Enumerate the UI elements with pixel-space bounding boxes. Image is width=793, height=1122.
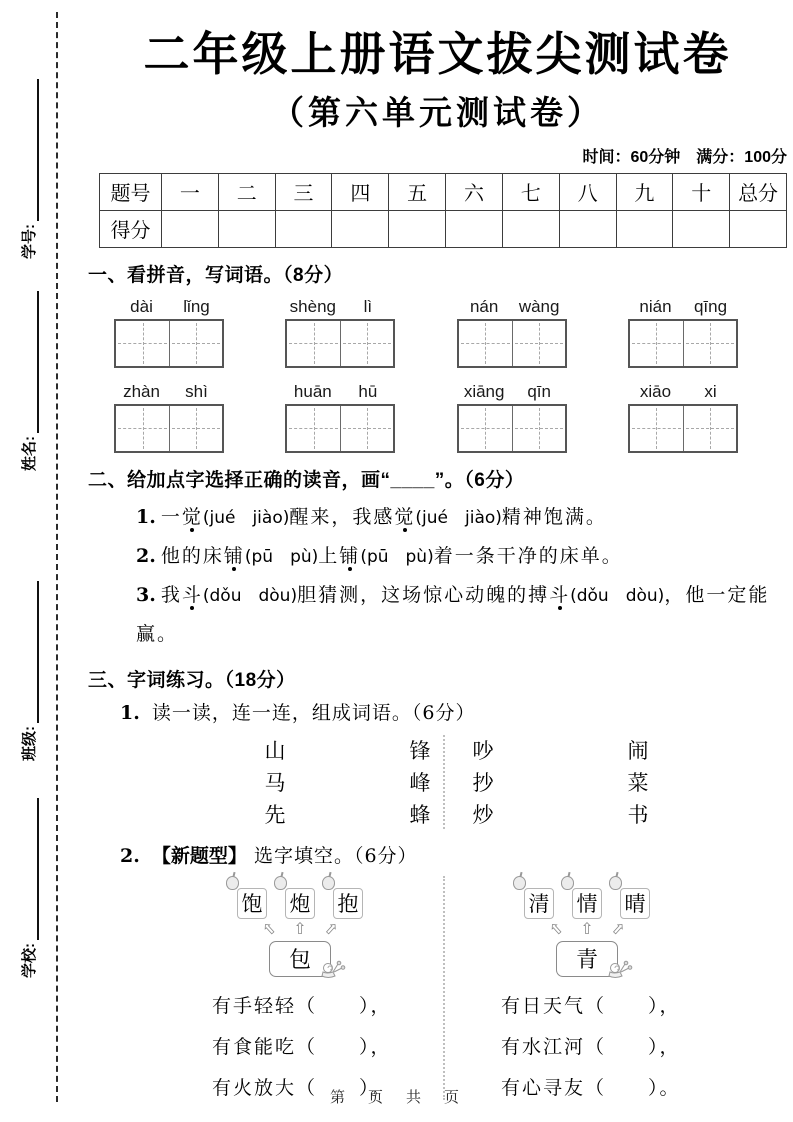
sidebar-field-label: 学校: — [21, 943, 38, 978]
match-char[interactable]: 山 — [264, 738, 286, 763]
score-header-cell: 五 — [389, 173, 446, 210]
dotted-char: 斗 — [181, 583, 203, 606]
reading-item-number: 1. — [136, 505, 156, 528]
score-table — [99, 173, 787, 248]
writing-grid-cell[interactable] — [287, 321, 340, 366]
snail-icon — [318, 959, 348, 985]
pinyin-label — [114, 297, 224, 319]
reading-items — [88, 498, 787, 653]
option-char: 饱 — [241, 892, 263, 917]
pinyin-group — [628, 382, 738, 453]
option-char: 晴 — [624, 892, 646, 917]
sub-question-number: 1. — [120, 701, 140, 724]
pinyin-choice: (dǒu dòu) — [570, 585, 665, 606]
score-blank-cell[interactable] — [162, 210, 219, 247]
writing-grid-cell[interactable] — [459, 406, 512, 451]
reading-item-number: 2. — [136, 544, 156, 567]
match-char[interactable]: 马 — [264, 770, 286, 795]
score-header-cell: 六 — [446, 173, 503, 210]
pinyin-syllable: hū — [358, 381, 378, 401]
sidebar-field-class — [15, 581, 39, 761]
pinyin-syllable: lì — [363, 296, 373, 316]
up-arrow-icon: ⇧ — [606, 918, 628, 941]
pinyin-syllable: qīn — [527, 381, 551, 401]
score-blank-cell[interactable] — [332, 210, 389, 247]
match-char[interactable]: 炒 — [472, 802, 494, 827]
score-blank-cell[interactable] — [730, 210, 787, 247]
match-char[interactable]: 抄 — [472, 770, 494, 795]
writing-grid-cell[interactable] — [512, 406, 565, 451]
text-run: 一 — [160, 505, 182, 528]
match-column — [255, 735, 295, 831]
pinyin-label — [457, 382, 567, 404]
dotted-char: 斗 — [549, 583, 571, 606]
text-run: 上 — [318, 544, 340, 567]
score-blank-cell[interactable] — [502, 210, 559, 247]
fill-line-text[interactable]: 有心寻友（ ）。 — [501, 1076, 681, 1099]
balloon-icon — [609, 876, 622, 890]
sub-question-text: 选字填空。（6分） — [253, 844, 418, 867]
balloon-icon — [274, 876, 287, 890]
score-blank-cell[interactable] — [446, 210, 503, 247]
exam-meta: 时间：60分钟 满分：100分 — [582, 148, 787, 166]
base-char: 青 — [575, 948, 598, 974]
writing-grid — [114, 319, 224, 368]
pinyin-syllable: zhàn — [123, 381, 160, 401]
fill-line[interactable] — [25, 798, 39, 940]
option-card[interactable] — [237, 888, 267, 919]
pinyin-syllable: huān — [293, 381, 332, 401]
score-blank-cell[interactable] — [389, 210, 446, 247]
match-column — [618, 735, 658, 831]
pinyin-choice: (jué jiào) — [202, 507, 290, 528]
pinyin-syllable: wàng — [518, 296, 560, 316]
score-header-cell: 二 — [218, 173, 275, 210]
balloon-icon — [322, 876, 335, 890]
dotted-char: 铺 — [339, 544, 361, 567]
text-run: 胆猜测，这场惊心动魄的搏 — [297, 583, 550, 606]
fill-line[interactable] — [25, 291, 39, 433]
text-run: 精神饱满。 — [501, 505, 607, 528]
dotted-char: 铺 — [223, 544, 245, 567]
pinyin-label — [285, 382, 395, 404]
score-table-score-row — [100, 210, 787, 247]
pinyin-syllable: qīng — [693, 296, 728, 316]
base-char: 包 — [288, 948, 311, 974]
match-char[interactable]: 书 — [627, 802, 649, 827]
score-header-cell: 四 — [332, 173, 389, 210]
match-char[interactable]: 蜂 — [409, 802, 431, 827]
snail-icon — [605, 959, 635, 985]
base-char-box — [269, 941, 331, 977]
reading-item-number: 3. — [136, 583, 156, 606]
writing-grid-cell[interactable] — [287, 406, 340, 451]
dotted-char: 觉 — [394, 505, 416, 528]
pinyin-choice: (dǒu dòu) — [202, 585, 298, 606]
fill-line-text[interactable]: 有火放大（ ）。 — [212, 1076, 392, 1099]
option-card[interactable] — [524, 888, 554, 919]
score-header-cell: 一 — [162, 173, 219, 210]
text-run: 醒来，我感 — [289, 505, 395, 528]
pinyin-group — [457, 297, 567, 368]
pinyin-choice: (pū pù) — [360, 546, 434, 567]
score-header-cell: 九 — [616, 173, 673, 210]
match-area — [88, 731, 787, 835]
sidebar-dashed-divider — [56, 12, 58, 1102]
section-1-heading: 一、看拼音，写词语。（8分） — [88, 264, 344, 286]
pinyin-syllable: nián — [639, 296, 672, 316]
pinyin-group — [457, 382, 567, 453]
score-blank-cell[interactable] — [616, 210, 673, 247]
page-subtitle: （第六单元测试卷） — [271, 93, 604, 131]
sidebar-field-label: 学号: — [21, 224, 38, 259]
writing-grid — [285, 404, 395, 453]
match-column — [400, 735, 440, 831]
pinyin-syllable: lǐng — [183, 296, 210, 316]
writing-grid-cell[interactable] — [630, 406, 683, 451]
writing-grid — [285, 319, 395, 368]
fill-line-text[interactable]: 有水江河（ ）， — [501, 1035, 681, 1058]
up-arrow-icon: ⇧ — [319, 918, 341, 941]
option-cards — [220, 888, 380, 919]
score-blank-cell[interactable] — [275, 210, 332, 247]
pinyin-group — [628, 297, 738, 368]
writing-grid — [628, 404, 738, 453]
arrows-row — [220, 918, 380, 941]
writing-grid-cell[interactable] — [116, 406, 169, 451]
char-group — [220, 876, 380, 977]
match-char[interactable]: 锋 — [409, 738, 431, 763]
up-arrow-icon: ⇧ — [580, 920, 594, 938]
writing-grid-cell[interactable] — [340, 321, 393, 366]
text-run: 他的床 — [160, 544, 224, 567]
option-card[interactable] — [333, 888, 363, 919]
writing-grid-cell[interactable] — [683, 321, 736, 366]
sidebar-field-label: 班级: — [21, 726, 38, 761]
match-column — [463, 735, 503, 831]
up-arrow-icon: ⇧ — [293, 920, 307, 938]
pinyin-label — [628, 382, 738, 404]
match-char[interactable]: 先 — [264, 802, 286, 827]
pinyin-syllable: shì — [185, 381, 208, 401]
score-header-cell: 七 — [502, 173, 559, 210]
paper-content — [88, 0, 787, 1116]
char-group — [507, 876, 667, 977]
pinyin-label — [628, 297, 738, 319]
writing-grid-cell[interactable] — [169, 406, 222, 451]
arrows-row — [507, 918, 667, 941]
base-row — [220, 941, 380, 977]
score-blank-cell[interactable] — [673, 210, 730, 247]
balloon-icon — [561, 876, 574, 890]
writing-grid — [628, 319, 738, 368]
match-divider — [443, 735, 445, 829]
option-char: 情 — [576, 892, 598, 917]
option-cards — [507, 888, 667, 919]
score-blank-cell[interactable] — [559, 210, 616, 247]
score-table-header-row — [100, 173, 787, 210]
fill-line-text[interactable]: 有日天气（ ）， — [501, 994, 681, 1017]
pinyin-syllable: dài — [130, 296, 153, 316]
writing-grid-cell[interactable] — [116, 321, 169, 366]
score-header-cell: 三 — [275, 173, 332, 210]
section-2-heading: 二、给加点字选择正确的读音，画“____”。（6分） — [88, 469, 525, 491]
up-arrow-icon: ⇧ — [546, 918, 568, 941]
new-question-tag: 【新题型】 — [151, 845, 247, 867]
reading-item[interactable] — [136, 576, 787, 653]
pinyin-group — [114, 382, 224, 453]
pinyin-label — [285, 297, 395, 319]
fill-line-text[interactable]: 有手轻轻（ ）， — [212, 994, 392, 1017]
writing-grid-cell[interactable] — [683, 406, 736, 451]
text-run: ，他一定能赢。 — [136, 583, 770, 645]
score-header-cell: 总分 — [730, 173, 787, 210]
pinyin-label — [114, 382, 224, 404]
writing-grid — [457, 319, 567, 368]
reading-item[interactable] — [136, 498, 787, 537]
writing-grid-cell[interactable] — [169, 321, 222, 366]
pinyin-syllable: xiāng — [463, 381, 505, 401]
choose-divider — [443, 876, 445, 1100]
reading-item[interactable] — [136, 537, 787, 576]
option-card[interactable] — [620, 888, 650, 919]
score-header-cell: 十 — [673, 173, 730, 210]
pinyin-row — [114, 297, 738, 368]
up-arrow-icon: ⇧ — [259, 918, 281, 941]
pinyin-syllable: xi — [704, 381, 717, 401]
balloon-icon — [226, 876, 239, 890]
score-blank-cell[interactable] — [218, 210, 275, 247]
sidebar-field-student-number — [15, 79, 39, 259]
option-char: 清 — [528, 892, 550, 917]
pinyin-group — [285, 382, 395, 453]
sidebar-field-name — [15, 291, 39, 471]
pinyin-choice: (pū pù) — [244, 546, 319, 567]
fill-line[interactable] — [25, 79, 39, 221]
pinyin-row — [114, 382, 738, 453]
choose-fill-area — [88, 872, 787, 1116]
pinyin-group — [114, 297, 224, 368]
option-card[interactable] — [285, 888, 315, 919]
pinyin-syllable: nán — [469, 296, 499, 316]
sub-question-2-heading — [120, 841, 787, 868]
match-char[interactable]: 峰 — [409, 770, 431, 795]
section-3-heading: 三、字词练习。（18分） — [88, 669, 296, 691]
writing-grid-cell[interactable] — [340, 406, 393, 451]
page-title: 二年级上册语文拔尖测试卷 — [143, 28, 732, 80]
balloon-icon — [513, 876, 526, 890]
match-char[interactable]: 闹 — [627, 738, 649, 763]
writing-grid — [457, 404, 567, 453]
pinyin-area — [88, 297, 787, 453]
sub-question-text: 读一读，连一连，组成词语。（6分） — [151, 701, 476, 724]
base-row — [507, 941, 667, 977]
score-row-label: 得分 — [100, 210, 162, 247]
base-char-box — [556, 941, 618, 977]
pinyin-syllable: xiāo — [639, 381, 672, 401]
match-char[interactable]: 吵 — [472, 738, 494, 763]
text-run: 我 — [160, 583, 182, 606]
sub-question-number: 2. — [120, 844, 140, 867]
writing-grid-cell[interactable] — [512, 321, 565, 366]
pinyin-choice: (jué jiào) — [415, 507, 502, 528]
score-header-cell: 八 — [559, 173, 616, 210]
dotted-char: 觉 — [181, 505, 203, 528]
writing-grid — [114, 404, 224, 453]
option-char: 炮 — [289, 892, 311, 917]
option-card[interactable] — [572, 888, 602, 919]
sidebar-field-school — [15, 798, 39, 978]
score-table-corner: 题号 — [100, 173, 162, 210]
pinyin-label — [457, 297, 567, 319]
writing-grid-cell[interactable] — [459, 321, 512, 366]
text-run: 着一条干净的床单。 — [433, 544, 623, 567]
pinyin-group — [285, 297, 395, 368]
match-char[interactable]: 菜 — [627, 770, 649, 795]
fill-line-text[interactable]: 有食能吃（ ）， — [212, 1035, 392, 1058]
pinyin-syllable: shèng — [289, 296, 336, 316]
page-footer: 第 页 共 页 — [329, 1089, 463, 1106]
writing-grid-cell[interactable] — [630, 321, 683, 366]
sub-question-1-heading — [120, 698, 787, 725]
sidebar-field-label: 姓名: — [21, 436, 38, 471]
fill-line[interactable] — [25, 581, 39, 723]
option-char: 抱 — [337, 892, 359, 917]
